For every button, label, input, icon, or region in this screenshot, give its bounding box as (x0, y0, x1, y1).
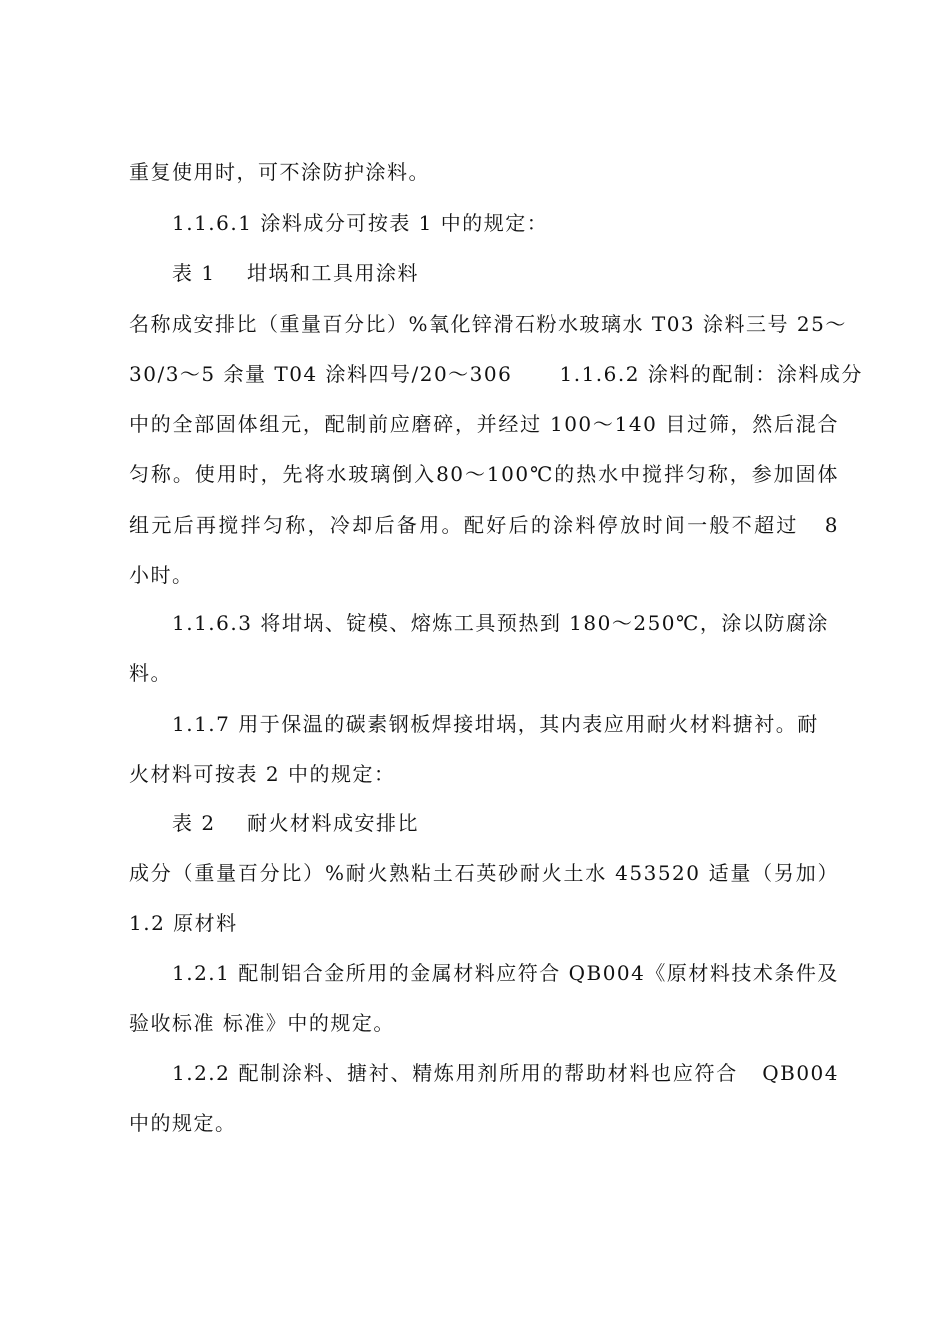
table-1-content: 名称成安排比（重量百分比）%氧化锌滑石粉水玻璃水 T03 涂料三号 25～ (129, 312, 847, 336)
section-1-2-1: 1.2.1 配制铝合金所用的金属材料应符合 QB004《原材料技术条件及 (172, 961, 839, 985)
paragraph-line: 中的全部固体组元，配制前应磨碎，并经过 100～140 目过筛，然后混合 (129, 412, 839, 436)
table-2-caption: 表 2 耐火材料成安排比 (172, 811, 420, 835)
paragraph-line: 重复使用时，可不涂防护涂料。 (129, 160, 430, 184)
paragraph-line: 中的规定。 (129, 1111, 237, 1135)
paragraph-line: 小时。 (129, 563, 194, 587)
section-1-1-7: 1.1.7 用于保温的碳素钢板焊接坩埚，其内表应用耐火材料搪衬。耐 (172, 712, 819, 736)
section-1-1-6-1: 1.1.6.1 涂料成分可按表 1 中的规定： (172, 211, 549, 235)
table-1-caption: 表 1 坩埚和工具用涂料 (172, 261, 420, 285)
paragraph-line: 料。 (129, 661, 172, 685)
paragraph-line: 组元后再搅拌匀称，冷却后备用。配好后的涂料停放时间一般不超过 8 (129, 513, 839, 537)
paragraph-line: 火材料可按表 2 中的规定： (129, 762, 396, 786)
section-1-2-2: 1.2.2 配制涂料、搪衬、精炼用剂所用的帮助材料也应符合 QB004 (172, 1061, 839, 1085)
table-2-content: 成分（重量百分比）%耐火熟粘土石英砂耐火土水 453520 适量（另加） (129, 861, 839, 885)
paragraph-line: 30/3～5 余量 T04 涂料四号/20～306 1.1.6.2 涂料的配制：涂料成分 (129, 362, 863, 386)
section-1-2-heading: 1.2 原材料 (129, 911, 238, 935)
paragraph-line: 验收标准 标准》中的规定。 (129, 1011, 395, 1035)
section-1-1-6-3: 1.1.6.3 将坩埚、锭模、熔炼工具预热到 180～250℃，涂以防腐涂 (172, 611, 829, 635)
paragraph-line: 匀称。使用时，先将水玻璃倒入80～100℃的热水中搅拌匀称，参加固体 (129, 462, 839, 486)
